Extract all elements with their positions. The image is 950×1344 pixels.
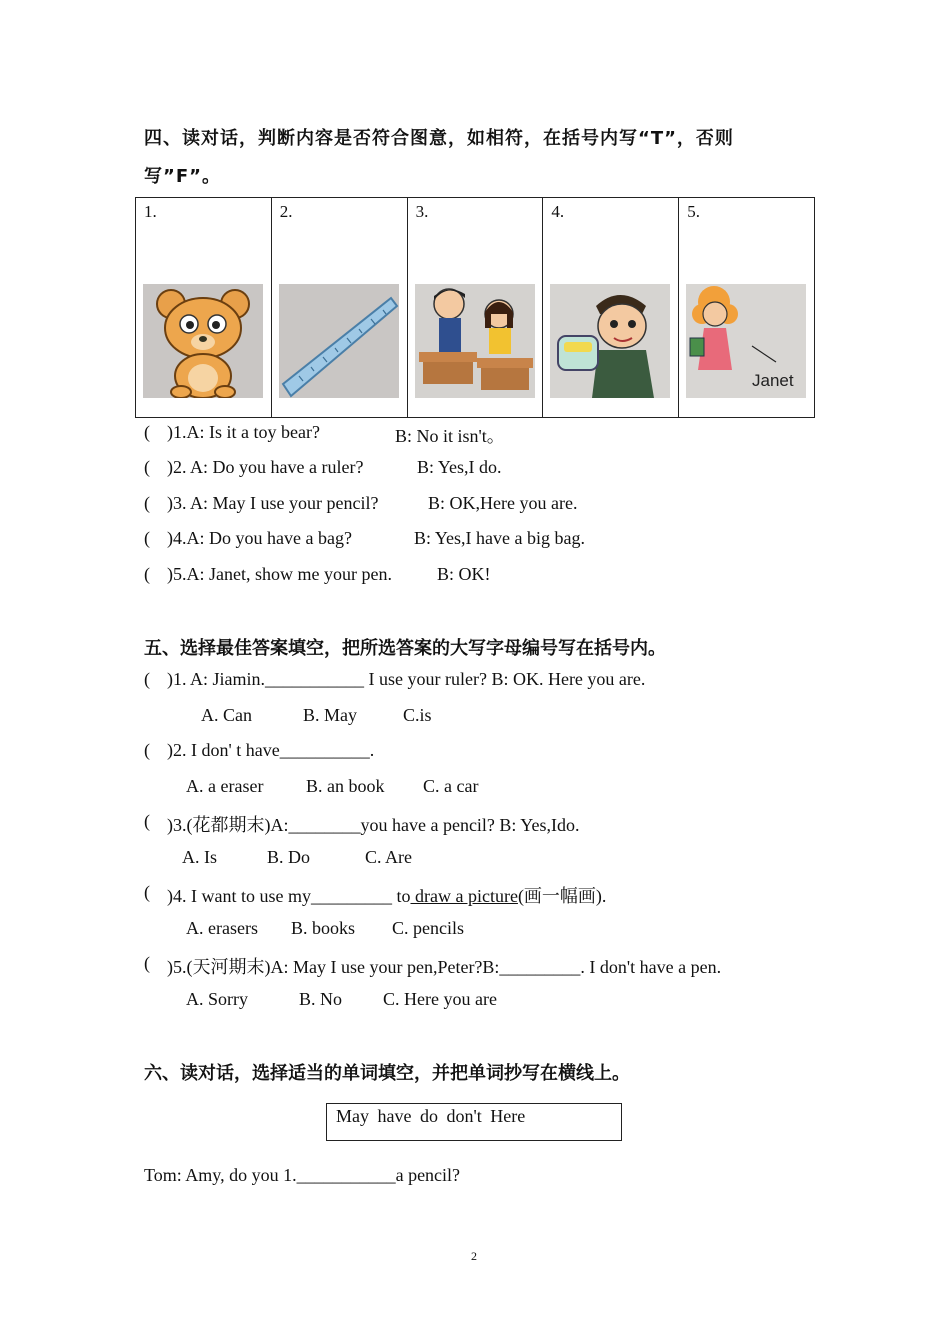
janet-label: Janet bbox=[752, 371, 794, 390]
s5-q1-option-a: A. Can bbox=[201, 705, 252, 725]
page-number: 2 bbox=[471, 1249, 477, 1263]
s4-q5-paren: ( bbox=[144, 564, 150, 584]
s5-q1-paren: ( bbox=[144, 669, 150, 689]
s5-q4-text-b: (画一幅画). bbox=[517, 886, 607, 906]
s5-q3-paren: ( bbox=[144, 811, 150, 831]
s5-q4-text bbox=[167, 882, 606, 908]
s5-q1-option-c: C.is bbox=[403, 705, 432, 725]
s4-q1-question: )1.A: Is it a toy bear? bbox=[167, 422, 320, 442]
s4-q1-paren: ( bbox=[144, 422, 150, 442]
section6-heading: 六、读对话，选择适当的单词填空，并把单词抄写在横线上。 bbox=[144, 1063, 630, 1084]
picture-table bbox=[135, 197, 815, 418]
word-box-words: May have do don't Here bbox=[336, 1106, 526, 1126]
s5-q3-option-b: B. Do bbox=[267, 847, 311, 867]
picture-number: 5. bbox=[687, 202, 700, 221]
s5-q4-paren: ( bbox=[144, 882, 150, 902]
toy-bear-icon bbox=[143, 284, 263, 398]
s4-q2-question: )2. A: Do you have a ruler? bbox=[167, 457, 364, 477]
picture-cell-2 bbox=[272, 198, 408, 417]
s5-q1-text: )1. A: Jiamin.___________ I use your ruler? B: OK. Here you are. bbox=[167, 669, 646, 689]
picture-number: 1. bbox=[144, 202, 157, 221]
s5-q4-option-c: C. pencils bbox=[392, 918, 464, 938]
s5-q5-option-a: A. Sorry bbox=[186, 989, 248, 1009]
picture-number: 2. bbox=[279, 202, 293, 221]
word-box bbox=[326, 1103, 622, 1141]
picture-cell-4 bbox=[543, 198, 679, 417]
s5-q3-option-c: C. Are bbox=[365, 847, 412, 867]
boy-with-bag-icon bbox=[550, 284, 670, 398]
s4-q5-question: )5.A: Janet, show me your pen. bbox=[167, 564, 392, 584]
s4-q1-answer: B: No it isn't。 bbox=[395, 426, 505, 446]
picture-cell-1 bbox=[136, 198, 272, 417]
section5-heading: 五、选择最佳答案填空，把所选答案的大写字母编号写在括号内。 bbox=[144, 638, 666, 659]
s4-q4-paren: ( bbox=[144, 528, 150, 548]
s5-q4-option-a: A. erasers bbox=[186, 918, 258, 938]
s4-q2-answer: B: Yes,I do. bbox=[417, 457, 502, 477]
picture-cell-5 bbox=[679, 198, 814, 417]
s5-q3-option-a: A. Is bbox=[182, 847, 217, 867]
picture-number: 3. bbox=[415, 202, 429, 221]
s5-q4-text-underlined: draw a picture bbox=[410, 886, 518, 906]
two-students-icon bbox=[415, 284, 535, 398]
s5-q2-option-a: A. a eraser bbox=[186, 776, 264, 796]
s5-q1-option-b: B. May bbox=[303, 705, 357, 725]
s5-q4-text-a: )4. I want to use my_________ to bbox=[167, 886, 411, 906]
s5-q5-option-b: B. No bbox=[299, 989, 343, 1009]
picture-number: 4. bbox=[551, 202, 565, 221]
s5-q2-option-b: B. an book bbox=[306, 776, 385, 796]
s4-q3-question: )3. A: May I use your pencil? bbox=[167, 493, 379, 513]
s4-q4-answer: B: Yes,I have a big bag. bbox=[414, 528, 585, 548]
s5-q4-option-b: B. books bbox=[291, 918, 356, 938]
girl-janet-icon bbox=[686, 284, 806, 398]
s6-line1: Tom: Amy, do you 1.___________a pencil? bbox=[144, 1165, 461, 1185]
s5-q2-paren: ( bbox=[144, 740, 150, 760]
s5-q5-text: )5.(天河期末)A: May I use your pen,Peter?B:_________. I don't have a pen. bbox=[167, 957, 722, 977]
picture-cell-3 bbox=[408, 198, 544, 417]
s4-q3-paren: ( bbox=[144, 493, 150, 513]
s5-q5-paren: ( bbox=[144, 953, 150, 973]
s5-q2-text: )2. I don' t have__________. bbox=[167, 740, 375, 760]
s4-q3-answer: B: OK,Here you are. bbox=[428, 493, 578, 513]
s4-q4-question: )4.A: Do you have a bag? bbox=[167, 528, 352, 548]
s4-q5-answer: B: OK! bbox=[437, 564, 491, 584]
s5-q3-text: )3.(花都期末)A:________you have a pencil? B: Yes,Ido. bbox=[167, 815, 580, 835]
ruler-icon bbox=[279, 284, 399, 398]
s4-q2-paren: ( bbox=[144, 457, 150, 477]
section4-heading-line2: 写”F”。 bbox=[144, 166, 221, 187]
section4-heading-line1: 四、读对话，判断内容是否符合图意，如相符，在括号内写“T”，否则 bbox=[144, 128, 734, 149]
s5-q2-option-c: C. a car bbox=[423, 776, 479, 796]
s5-q5-option-c: C. Here you are bbox=[383, 989, 497, 1009]
